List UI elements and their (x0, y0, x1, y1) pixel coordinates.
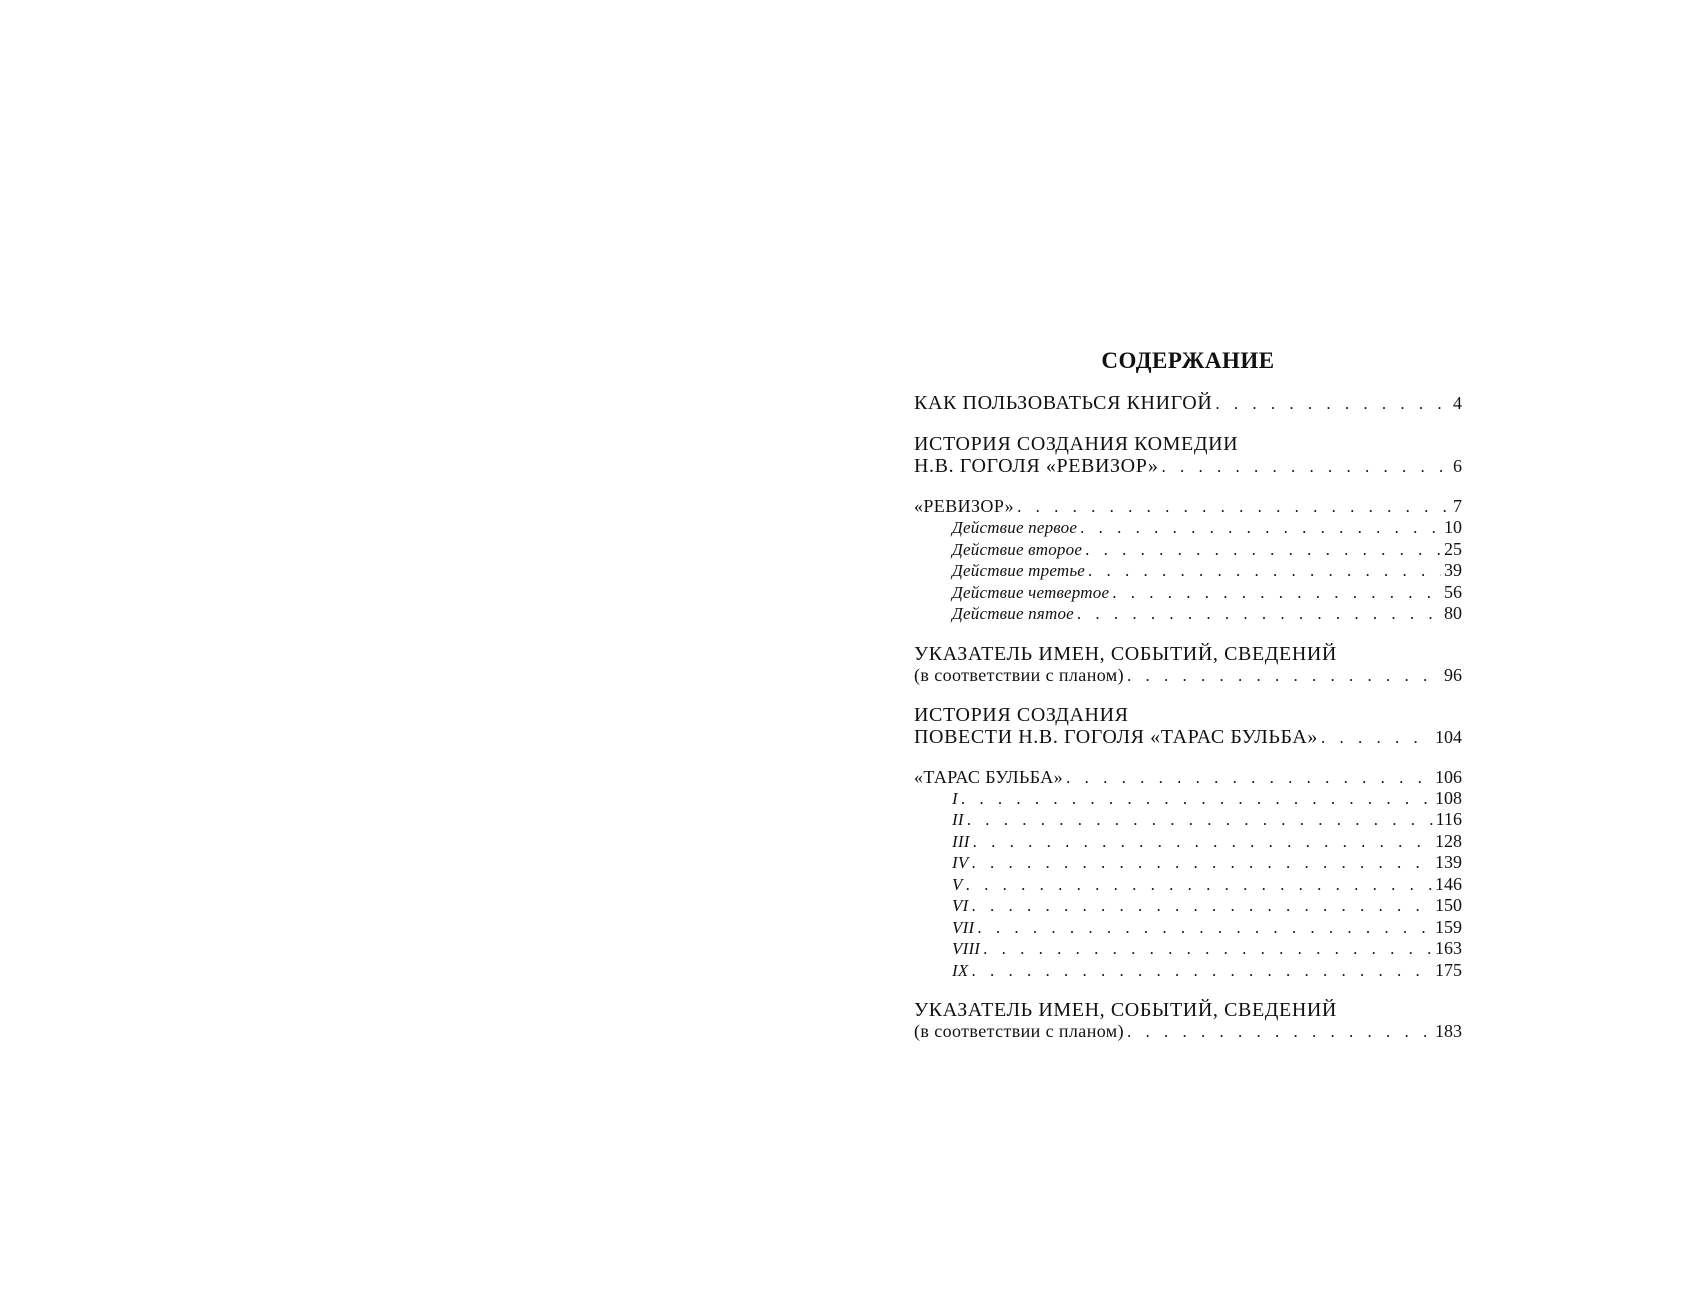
toc-entry-taras-index[interactable] (914, 999, 1462, 1042)
toc-subentry-chapter-5[interactable] (914, 874, 1462, 896)
toc-entry-label: ПОВЕСТИ Н.В. ГОГОЛЯ «ТАРАС БУЛЬБА» (914, 725, 1318, 748)
toc-page-number: 6 (1453, 456, 1462, 476)
dot-leader (973, 831, 1432, 853)
toc-entry-label: «РЕВИЗОР» (914, 496, 1015, 516)
toc-page-number: 7 (1453, 496, 1462, 516)
toc-line (914, 496, 1462, 517)
toc-entry-label: Н.В. ГОГОЛЯ «РЕВИЗОР» (914, 455, 1159, 477)
section-gap (914, 749, 1462, 767)
toc-entry-label: «ТАРАС БУЛЬБА» (914, 766, 1064, 787)
table-of-contents (914, 345, 1462, 1042)
dot-leader (1321, 727, 1432, 749)
dot-leader (961, 788, 1432, 810)
dot-leader (1066, 767, 1432, 788)
toc-entry-revizor-history[interactable] (914, 433, 1462, 478)
toc-subentry-label: Действие первое (952, 518, 1078, 537)
dot-leader (1077, 603, 1441, 625)
section-gap (914, 981, 1462, 999)
toc-page-number: 116 (1435, 809, 1462, 829)
toc-line (914, 665, 1462, 686)
toc-subentry-label: Действие пятое (952, 604, 1074, 623)
dot-leader (1127, 1021, 1432, 1042)
toc-subentry-chapter-7[interactable] (914, 917, 1462, 939)
toc-entry-label: КАК ПОЛЬЗОВАТЬСЯ КНИГОЙ (914, 392, 1213, 414)
dot-leader (1085, 539, 1441, 561)
toc-entry-label: УКАЗАТЕЛЬ ИМЕН, СОБЫТИЙ, СВЕДЕНИЙ (914, 642, 1337, 665)
toc-entry-label: УКАЗАТЕЛЬ ИМЕН, СОБЫТИЙ, СВЕДЕНИЙ (914, 999, 1337, 1021)
toc-subentry-label: VIII (952, 939, 981, 958)
toc-subentry-label: VI (952, 896, 969, 915)
section-gap (914, 686, 1462, 704)
dot-leader (971, 852, 1432, 874)
dot-leader (971, 895, 1432, 917)
toc-entry-revizor[interactable] (914, 496, 1462, 517)
toc-page-number: 39 (1444, 560, 1462, 580)
toc-subentry-label: Действие третье (952, 561, 1086, 580)
toc-subentry-act-4[interactable] (914, 582, 1462, 604)
toc-page-number: 80 (1444, 603, 1462, 623)
toc-subentry-label: Действие четвертое (952, 582, 1110, 602)
toc-subentry-act-1[interactable] (914, 517, 1462, 539)
toc-subentry-chapter-3[interactable] (914, 831, 1462, 853)
dot-leader (1127, 665, 1441, 686)
toc-subentry-label: I (952, 788, 958, 808)
toc-subentry-act-5[interactable] (914, 603, 1462, 625)
dot-leader (967, 809, 1433, 831)
toc-entry-taras[interactable] (914, 767, 1462, 788)
toc-page-number: 10 (1444, 517, 1462, 537)
toc-subentry-chapter-2[interactable] (914, 809, 1462, 831)
toc-line (914, 767, 1462, 788)
toc-page-number: 159 (1435, 916, 1462, 937)
section-gap (914, 478, 1462, 496)
dot-leader (971, 960, 1432, 982)
toc-line (914, 455, 1462, 478)
toc-page-number: 25 (1444, 538, 1462, 559)
toc-line (914, 704, 1462, 726)
toc-entry-label: (в соответствии с планом) (914, 664, 1124, 685)
section-gap (914, 415, 1462, 433)
toc-subentry-act-3[interactable] (914, 560, 1462, 582)
toc-entry-label: (в соответствии с планом) (914, 1021, 1124, 1041)
dot-leader (977, 917, 1432, 939)
toc-page-number: 183 (1435, 1021, 1462, 1041)
toc-subentry-label: VII (952, 917, 975, 937)
toc-line (914, 726, 1462, 749)
toc-page-number: 150 (1435, 895, 1462, 915)
toc-subentry-label: Действие второе (952, 539, 1083, 559)
toc-subentry-chapter-9[interactable] (914, 960, 1462, 982)
dot-leader (1162, 456, 1450, 478)
toc-page-number: 163 (1435, 938, 1462, 958)
dot-leader (983, 938, 1432, 960)
toc-line (914, 1021, 1462, 1042)
toc-page-number: 175 (1435, 959, 1462, 980)
toc-line (914, 999, 1462, 1021)
toc-entry-how-to-use[interactable] (914, 392, 1462, 415)
toc-entry-revizor-index[interactable] (914, 643, 1462, 686)
toc-subentry-label: IX (952, 960, 969, 980)
toc-subentry-label: IV (952, 853, 969, 872)
dot-leader (1112, 582, 1441, 604)
toc-entry-label: ИСТОРИЯ СОЗДАНИЯ КОМЕДИИ (914, 433, 1239, 455)
toc-line (914, 433, 1462, 455)
toc-title: СОДЕРЖАНИЕ (1101, 348, 1275, 373)
toc-page-number: 108 (1435, 787, 1462, 808)
section-gap (914, 625, 1462, 643)
toc-subentry-label: II (952, 810, 964, 829)
toc-subentry-label: V (952, 874, 963, 894)
toc-page-number: 104 (1435, 726, 1462, 747)
toc-subentry-chapter-6[interactable] (914, 895, 1462, 917)
toc-entry-taras-history[interactable] (914, 704, 1462, 749)
toc-page-number: 106 (1435, 766, 1462, 787)
dot-leader (1215, 393, 1450, 415)
toc-page-number: 56 (1444, 581, 1462, 602)
toc-entry-label: ИСТОРИЯ СОЗДАНИЯ (914, 703, 1129, 726)
toc-page-number: 4 (1453, 393, 1462, 413)
toc-page-number: 146 (1435, 873, 1462, 894)
dot-leader (966, 874, 1432, 896)
toc-line (914, 392, 1462, 415)
toc-page-number: 96 (1444, 664, 1462, 685)
toc-subentry-chapter-8[interactable] (914, 938, 1462, 960)
toc-subentry-chapter-4[interactable] (914, 852, 1462, 874)
dot-leader (1017, 496, 1450, 517)
toc-subentry-act-2[interactable] (914, 539, 1462, 561)
toc-page-number: 139 (1435, 852, 1462, 872)
dot-leader (1088, 560, 1441, 582)
toc-line (914, 643, 1462, 665)
dot-leader (1080, 517, 1441, 539)
toc-subentry-label: III (952, 831, 970, 851)
toc-page-number: 128 (1435, 830, 1462, 851)
toc-subentry-chapter-1[interactable] (914, 788, 1462, 810)
